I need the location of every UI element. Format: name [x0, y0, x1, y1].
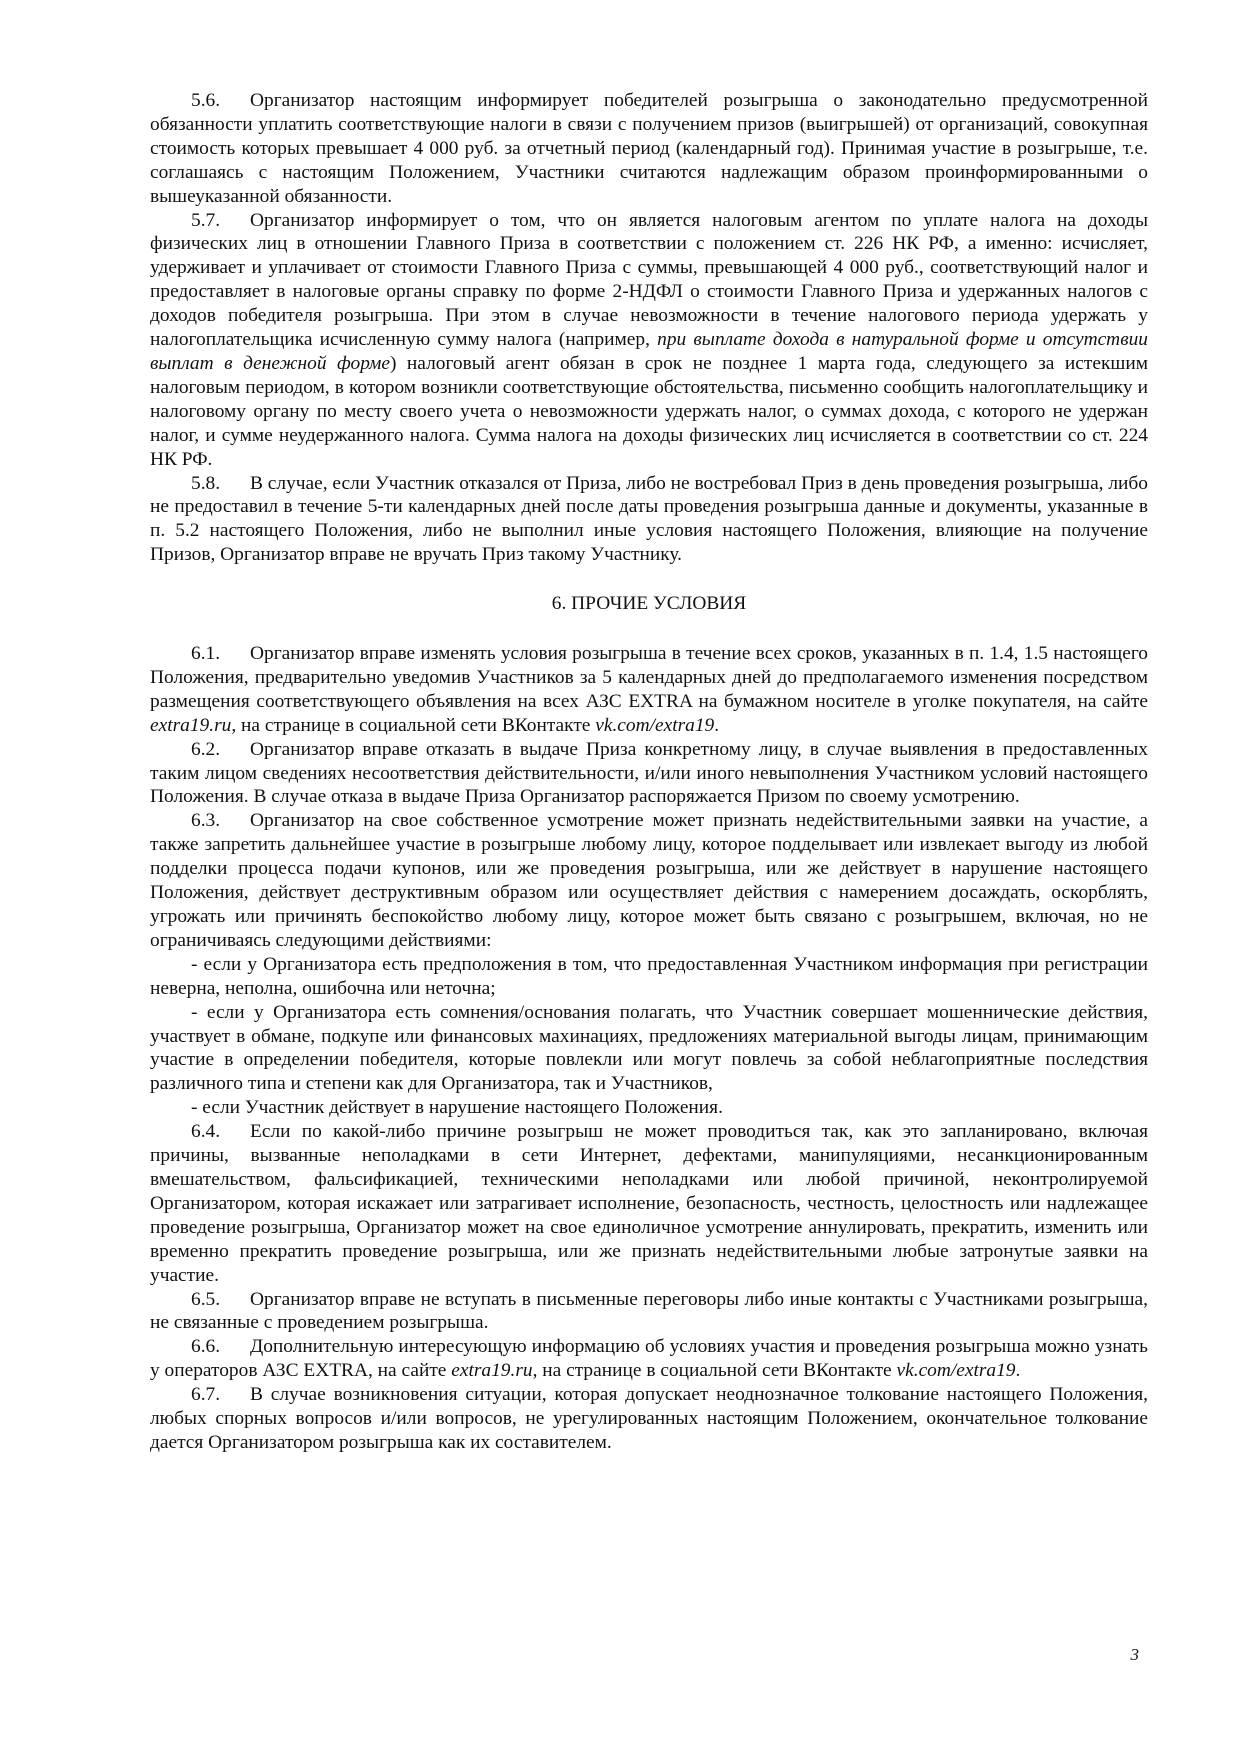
- clause-number: 6.6.: [191, 1336, 221, 1358]
- clause-text: Организатор вправе не вступать в письменные переговоры либо иные контакты с Участниками розыгрыша, не связанные с проведением розыгрыша.: [150, 1288, 1148, 1334]
- section-5-clauses: [150, 89, 1148, 567]
- clause-6-2: [150, 738, 1148, 810]
- clause-text: .: [714, 714, 720, 736]
- clause-italic-text: extra19.ru: [451, 1360, 533, 1382]
- clause-text: Организатор вправе отказать в выдаче Приза конкретному лицу, в случае выявления в предоставленных таким лицом сведениях несоответствия действительности, и/или иного невыполнения Участником условий настоящего Положения. В случае отказа в выдаче Приза Организатор распоряжается Призом по своему усмотрению.: [150, 738, 1148, 808]
- clause-number: 6.3.: [191, 810, 221, 832]
- clause-6-6: [150, 1335, 1148, 1383]
- clause-subitem: - если у Организатора есть предположения в том, что предоставленная Участником информация при регистрации неверна, неполна, ошибочна или неточна;: [150, 953, 1148, 999]
- clause-subitem: - если у Организатора есть сомнения/основания полагать, что Участник совершает мошеннические действия, участвует в обмане, подкупе или финансовых махинациях, предложениях материальной выгоды лицам, принимающим участие в определении победителя, которые повлекли или могут повлечь за собой неблагоприятные последствия различного типа и степени как для Организатора, так и Участников,: [150, 1001, 1148, 1095]
- clause-number: 6.2.: [191, 738, 221, 760]
- clause-text: В случае, если Участник отказался от Приза, либо не востребовал Приз в день проведения розыгрыша, либо не предоставил в течение 5-ти календарных дней после даты проведения розыгрыша данные и документы, указанные в п. 5.2 настоящего Положения, либо не выполнил иные условия настоящего Положения, влияющие на получение Призов, Организатор вправе не вручать Приз такому Участнику.: [150, 472, 1148, 566]
- clause-number: 5.8.: [191, 472, 221, 494]
- clause-5-6: [150, 89, 1148, 209]
- document-body: [150, 89, 1148, 1455]
- clause-6-3: [150, 809, 1148, 952]
- clause-text: Организатор на свое собственное усмотрение может признать недействительными заявки на участие, а также запретить дальнейшее участие в розыгрыше любому лицу, которое подделывает или извлекает выгоду из любой подделки процесса подачи купонов, или же проведения розыгрыша, или же действует в нарушение настоящего Положения, действует деструктивным образом или осуществляет действия с намерением досаждать, оскорблять, угрожать или причинять беспокойство любому лицу, которое может быть связано с розыгрышем, включая, но не ограничиваясь следующими действиями:: [150, 810, 1148, 951]
- clause-text: , на странице в социальной сети ВКонтакте: [231, 714, 596, 736]
- clause-text: Если по какой-либо причине розыгрыш не может проводиться так, как это запланировано, включая причины, вызванные неполадками в сети Интернет, дефектами, манипуляциями, несанкционированным вмешательством, фальсификацией, техническими неполадками или любой причиной, неконтролируемой Организатором, которая искажает или затрагивает исполнение, безопасность, честность, целостность или надлежащее проведение розыгрыша, Организатор может на свое единоличное усмотрение аннулировать, прекратить, изменить или временно прекратить проведение розыгрыша, или же признать недействительными любые затронутые заявки на участие.: [150, 1121, 1148, 1286]
- clause-italic-text: vk.com/extra19: [595, 714, 715, 736]
- clause-number: 6.4.: [191, 1121, 221, 1143]
- section-6-clauses: [150, 642, 1148, 1455]
- clause-number: 6.1.: [191, 643, 221, 665]
- clause-number: 6.7.: [191, 1384, 221, 1406]
- clause-number: 5.6.: [191, 90, 221, 111]
- clause-italic-text: vk.com/extra19: [896, 1360, 1016, 1382]
- clause-6-1: [150, 642, 1148, 738]
- clause-6-7: [150, 1383, 1148, 1455]
- clause-6-5: [150, 1288, 1148, 1336]
- clause-text: Организатор настоящим информирует победителей розыгрыша о законодательно предусмотренной обязанности уплатить соответствующие налоги в связи с получением призов (выигрышей) от организаций, совокупная стоимость которых превышает 4 000 руб. за отчетный период (календарный год). Принимая участие в розыгрыше, т.е. соглашаясь с настоящим Положением, Участники считаются надлежащим образом проинформированными о вышеуказанной обязанности.: [150, 90, 1148, 207]
- clause-text: ) налоговый агент обязан в срок не позднее 1 марта года, следующего за истекшим налоговым периодом, в котором возникли соответствующие обстоятельства, письменно сообщить налогоплательщику и налоговому органу по месту своего учета о невозможности удержать налог, о суммах дохода, с которого не удержан налог, и сумме неудержанного налога. Сумма налога на доходы физических лиц исчисляется в соответствии со ст. 224 НК РФ.: [150, 352, 1148, 470]
- clause-text: В случае возникновения ситуации, которая допускает неоднозначное толкование настоящего Положения, любых спорных вопросов и/или вопросов, не урегулированных настоящим Положением, окончательное толкование дается Организатором розыгрыша как их составителем.: [150, 1384, 1148, 1453]
- clause-number: 6.5.: [191, 1288, 221, 1310]
- clause-italic-text: extra19.ru: [150, 714, 232, 736]
- page-number: 3: [1130, 1645, 1139, 1664]
- clause-subitem: - если Участник действует в нарушение настоящего Положения.: [191, 1097, 723, 1119]
- clause-5-7: [150, 209, 1148, 472]
- clause-text: Организатор информирует о том, что он является налоговым агентом по уплате налога на доходы физических лиц в отношении Главного Приза в соответствии с положением ст. 226 НК РФ, а именно: исчисляет, удерживает и уплачивает от стоимости Главного Приза с суммы, превышающей 4 000 руб., соответствующий налог и предоставляет в налоговые органы справку по форме 2-НДФЛ о стоимости Главного Приза и удержанных налогов с доходов победителя розыгрыша. При этом в случае невозможности в течение налогового периода удержать у налогоплательщика исчисленную сумму налога (например,: [150, 209, 1148, 351]
- clause-text: Дополнительную интересующую информацию об условиях участия и проведения розыгрыша можно узнать у операторов АЗС EXTRA, на сайте: [150, 1336, 1148, 1382]
- clause-number: 5.7.: [191, 209, 221, 231]
- clause-italic-text: при выплате дохода в натуральной форме и отсутствии выплат в денежной форме: [150, 329, 1148, 374]
- clause-5-8: [150, 472, 1148, 568]
- clause-text: , на странице в социальной сети ВКонтакте: [532, 1360, 897, 1382]
- clause-6-4: [150, 1120, 1148, 1287]
- clause-text: Организатор вправе изменять условия розыгрыша в течение всех сроков, указанных в п. 1.4, 1.5 настоящего Положения, предварительно уведомив Участников за 5 календарных дней до предполагаемого изменения посредством размещения соответствующего объявления на всех АЗС EXTRA на бумажном носителе в уголке покупателя, на сайте: [150, 643, 1148, 712]
- section-heading: 6. ПРОЧИЕ УСЛОВИЯ: [551, 593, 747, 615]
- clause-text: .: [1015, 1360, 1021, 1382]
